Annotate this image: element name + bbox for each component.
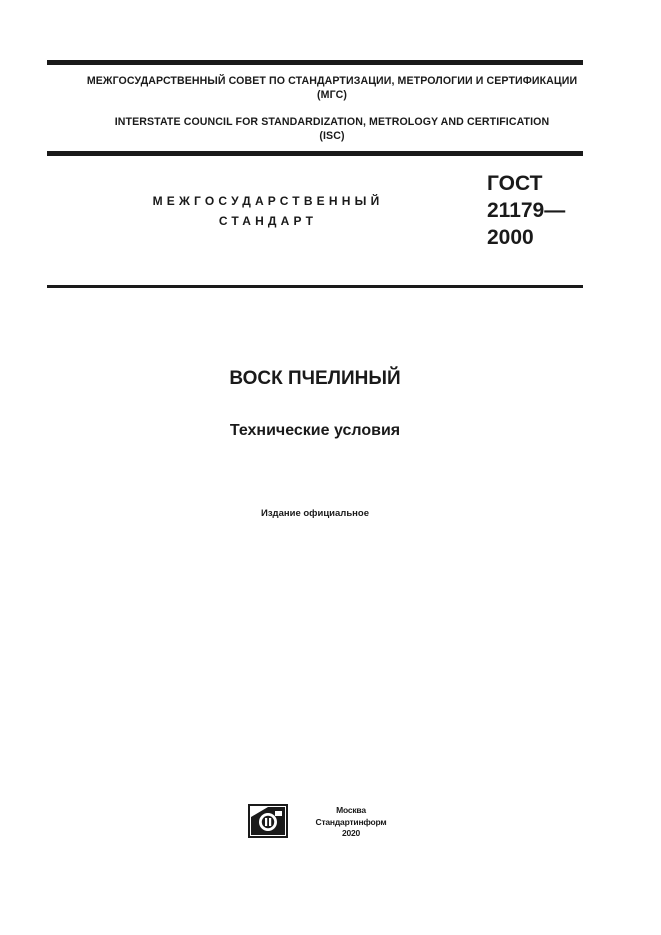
imprint [306,805,396,840]
standard-type [140,191,396,231]
standard-designation [487,170,565,251]
imprint-city: Москва [336,805,366,815]
middle-rule [47,151,583,156]
imprint-year: 2020 [341,828,361,838]
council-abbrev-ru: (МГС) [317,89,347,101]
standartinform-logo-icon [248,804,288,838]
council-name-en [47,115,617,143]
standard-type-line2: СТАНДАРТ [218,214,318,228]
document-title: ВОСК ПЧЕЛИНЫЙ [229,368,401,389]
designation-prefix: ГОСТ [487,172,543,195]
top-rule [47,60,583,65]
designation-year: 2000 [487,226,534,249]
imprint-publisher: Стандартинформ [315,816,387,827]
council-name-ru-line1: МЕЖГОСУДАРСТВЕННЫЙ СОВЕТ ПО СТАНДАРТИЗАЦИИ, МЕТРОЛОГИИ И СЕРТИФИКАЦИИ [86,75,578,87]
bottom-rule [47,285,583,288]
council-name-ru [47,74,617,102]
council-abbrev-en: (ISC) [319,130,345,142]
council-name-en-line1: INTERSTATE COUNCIL FOR STANDARDIZATION, METROLOGY AND CERTIFICATION [114,116,550,128]
edition-note: Издание официальное [261,508,369,519]
document-subtitle: Технические условия [229,422,401,439]
standard-type-line1: МЕЖГОСУДАРСТВЕННЫЙ [152,194,384,208]
designation-number: 21179— [487,199,566,222]
